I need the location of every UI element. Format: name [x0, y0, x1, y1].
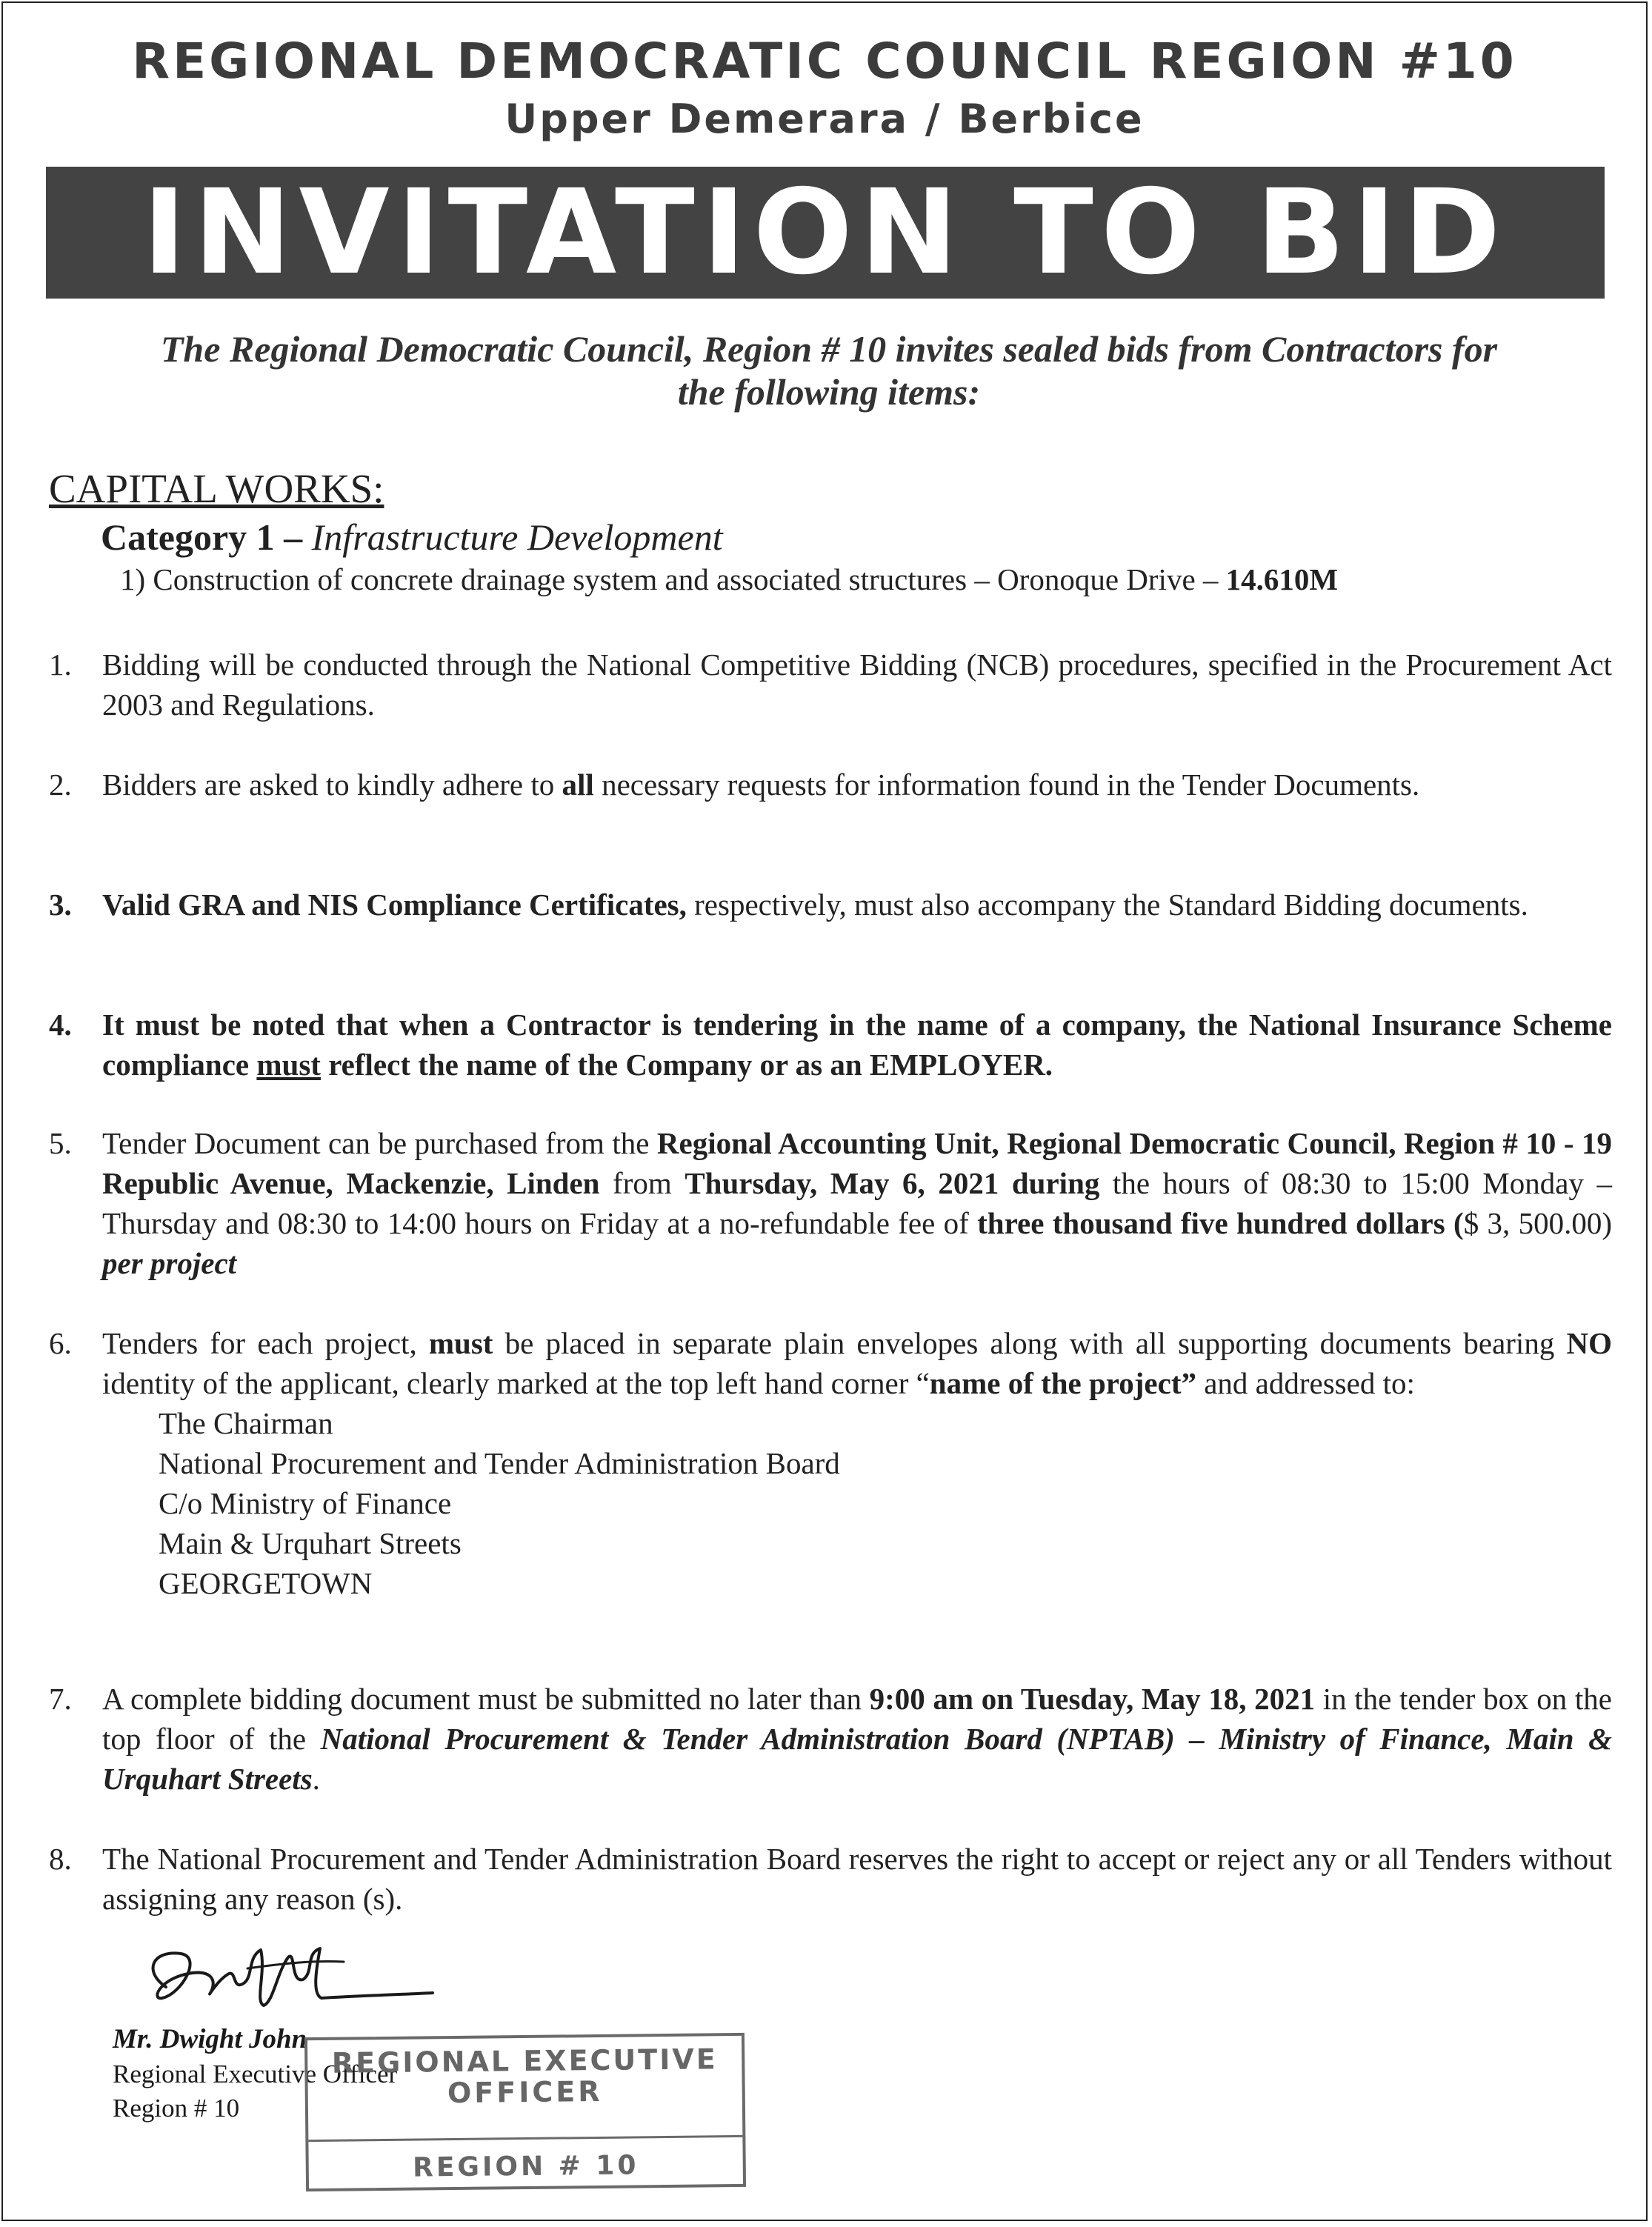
intro-paragraph [47, 327, 1611, 413]
clause-7 [49, 1679, 1612, 1799]
clause-number: 7. [49, 1682, 72, 1716]
clause-number: 1. [49, 648, 72, 682]
clause-number: 3. [49, 888, 72, 922]
category-number: Category 1 – [101, 516, 303, 558]
council-heading: REGIONAL DEMOCRATIC COUNCIL REGION #10 [132, 33, 1517, 90]
clause-4 [49, 1005, 1612, 1085]
stamp-line-1: REGIONAL EXECUTIVE [331, 2043, 718, 2080]
clause-text-bold: 9:00 am on Tuesday, May 18, 2021 [869, 1682, 1316, 1716]
clause-5 [49, 1123, 1612, 1283]
category-heading [101, 516, 723, 558]
clause-text [102, 765, 1612, 805]
clause-text-part: in the tender box on the top floor of the [102, 1682, 1612, 1756]
stamp-line-2: OFFICER [447, 2074, 603, 2110]
signatory-title: Regional Executive Officer [113, 2060, 398, 2088]
clause-text [102, 1323, 1612, 1403]
clause-text-bold: all [562, 768, 594, 802]
clause-text-part: $ 3, 500.00) [1463, 1206, 1613, 1240]
clause-text-part: identity of the applicant, clearly marked at the top left hand corner “ [102, 1366, 930, 1400]
clause-text-part: Tenders for each project, [102, 1326, 429, 1360]
clause-3 [49, 885, 1612, 925]
clause-text-part: from [599, 1166, 685, 1200]
clause-6 [49, 1323, 1612, 1603]
clause-text-part: Bidders are asked to kindly adhere to [102, 768, 562, 802]
invitation-banner: INVITATION TO BID [46, 167, 1605, 299]
signature-image [136, 1928, 447, 2039]
clause-1 [49, 645, 1612, 725]
clause-8 [49, 1839, 1612, 1919]
clause-text-underlined: must [256, 1048, 321, 1082]
capital-works-item-amount: 14.610M [1225, 562, 1339, 596]
clause-text-bold: Thursday, May 6, 2021 during [685, 1166, 1100, 1200]
address-block [159, 1403, 1612, 1603]
address-line: C/o Ministry of Finance [159, 1486, 452, 1520]
clause-text-part: A complete bidding document must be submitted no later than [102, 1682, 870, 1716]
clause-text-bold-italic: National Procurement & Tender Administration Board (NPTAB) – Ministry of Finance, Main & Urquhart Streets [102, 1722, 1612, 1796]
address-line: National Procurement and Tender Administration Board [159, 1446, 840, 1480]
clause-text-part: necessary requests for information found in the Tender Documents. [593, 768, 1420, 802]
region-subtitle: Upper Demerara / Berbice [504, 96, 1145, 142]
clause-text-bold: three thousand five hundred dollars ( [977, 1206, 1464, 1240]
clause-text: Bidding will be conducted through the National Competitive Bidding (NCB) procedures, specified in the Procurement Act 2003 and Regulations. [102, 648, 1612, 722]
clause-text-bold: Valid GRA and NIS Compliance Certificates, [102, 888, 687, 922]
clause-text-bold: NO [1566, 1326, 1612, 1360]
clause-number: 6. [49, 1326, 72, 1360]
intro-line-1: The Regional Democratic Council, Region # 10 invites sealed bids from Contractors for [160, 328, 1498, 370]
clause-text-part: respectively, must also accompany the Standard Bidding documents. [686, 888, 1528, 922]
clause-text-bold: Regional Accounting Unit, Regional Democratic Council, Region # 10 - 19 Republic Avenue, Mackenzie, Linden [102, 1126, 1612, 1200]
address-line: The Chairman [159, 1406, 333, 1440]
clause-text-part: . [312, 1762, 320, 1796]
clause-text [102, 885, 1612, 925]
capital-works-heading: CAPITAL WORKS: [49, 466, 384, 511]
clause-text-bold: must [428, 1326, 493, 1360]
capital-works-item-text: 1) Construction of concrete drainage system and associated structures – Oronoque Drive – [120, 562, 1226, 596]
capital-works-item [120, 562, 1339, 596]
clause-text-part: Tender Document can be purchased from the [102, 1126, 657, 1160]
clause-number: 5. [49, 1126, 72, 1160]
clause-text-bold: name of the project” [929, 1366, 1196, 1400]
intro-line-2: the following items: [677, 371, 981, 413]
clause-text-part: It must be noted that when a Contractor is tendering in the name of a company, the National Insurance Scheme compliance [102, 1008, 1612, 1082]
clause-number: 8. [49, 1842, 72, 1876]
clause-text-part: reflect the name of the Company or as an EMPLOYER. [320, 1048, 1053, 1082]
clause-text [102, 1679, 1612, 1799]
clause-number: 4. [49, 1008, 72, 1042]
clause-text-part: be placed in separate plain envelopes along with all supporting documents bearing [493, 1326, 1567, 1360]
clause-text-part: the hours of 08:30 to 15:00 Monday – Thursday and 08:30 to 14:00 hours on Friday at a no-refundable fee of [102, 1166, 1612, 1240]
clause-2 [49, 765, 1612, 805]
official-stamp [304, 2033, 746, 2191]
clause-text-bold-italic: per project [102, 1246, 237, 1280]
stamp-divider [308, 2135, 742, 2142]
signatory-name: Mr. Dwight John [113, 2024, 307, 2054]
stamp-line-3: REGION # 10 [412, 2150, 639, 2183]
clause-text [102, 1123, 1612, 1283]
clause-text-part: and addressed to: [1196, 1366, 1415, 1400]
clause-text: The National Procurement and Tender Administration Board reserves the right to accept or reject any or all Tenders without assigning any reason (s). [102, 1842, 1612, 1916]
category-description: Infrastructure Development [311, 516, 723, 558]
invitation-to-bid-notice [1, 1, 1648, 2221]
address-line: Main & Urquhart Streets [159, 1526, 462, 1560]
address-line: GEORGETOWN [159, 1566, 373, 1600]
clause-text [102, 1005, 1612, 1085]
clause-number: 2. [49, 768, 72, 802]
signatory-region: Region # 10 [113, 2094, 240, 2123]
